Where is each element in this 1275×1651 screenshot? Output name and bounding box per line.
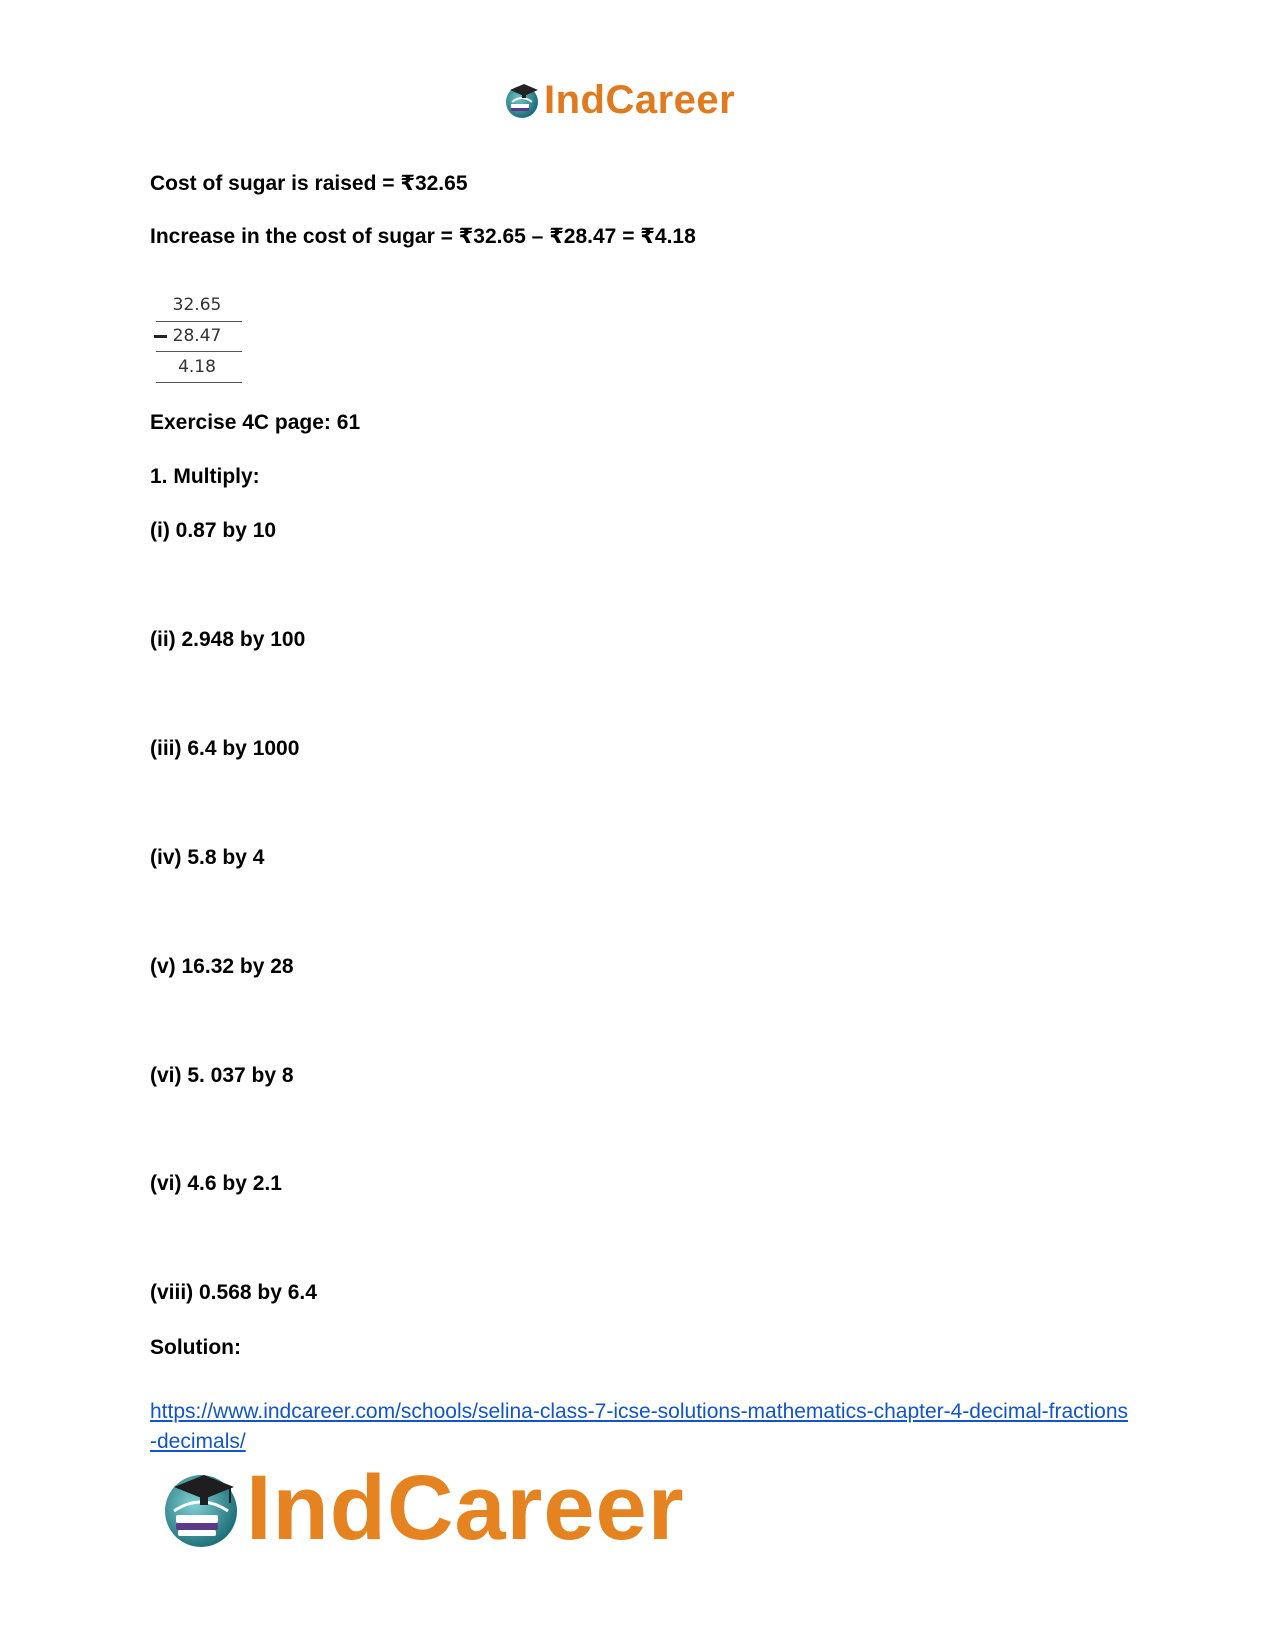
minus-sign-icon <box>154 335 167 338</box>
question-item: (i) 0.87 by 10 <box>150 519 277 542</box>
cost-increase-line: Increase in the cost of sugar = ₹32.65 – ₹28.47 = ₹4.18 <box>150 225 696 248</box>
calc-subtrahend-row <box>152 321 242 352</box>
question-title: 1. Multiply: <box>150 465 260 488</box>
question-item: (ii) 2.948 by 100 <box>150 628 306 651</box>
exercise-title: Exercise 4C page: 61 <box>150 411 361 434</box>
question-item: (v) 16.32 by 28 <box>150 955 294 978</box>
solution-link[interactable]: https://www.indcareer.com/schools/selina-class-7-icse-solutions-mathematics-chapter-4-decimal-fractions-decimals/ <box>150 1400 1129 1453</box>
calc-subtrahend: 28.47 <box>172 326 222 346</box>
question-item: (viii) 0.568 by 6.4 <box>150 1281 317 1304</box>
calc-difference: 4.18 <box>178 357 216 377</box>
question-item: (vi) 5. 037 by 8 <box>150 1064 294 1087</box>
calc-minuend: 32.65 <box>172 295 222 315</box>
solution-label: Solution: <box>150 1336 241 1359</box>
globe-books-icon <box>160 1467 242 1549</box>
question-item: (iv) 5.8 by 4 <box>150 846 265 869</box>
globe-graduation-cap-icon <box>502 80 542 120</box>
header-brand-text: IndCareer <box>544 78 736 122</box>
subtraction-figure <box>152 290 242 383</box>
question-item: (vi) 4.6 by 2.1 <box>150 1172 282 1195</box>
question-item: (iii) 6.4 by 1000 <box>150 737 300 760</box>
cost-raised-line: Cost of sugar is raised = ₹32.65 <box>150 172 468 195</box>
footer-logo <box>160 1457 685 1559</box>
header-logo <box>502 80 735 120</box>
calc-rule-bottom <box>156 382 242 383</box>
footer-brand-text: IndCareer <box>246 1457 685 1559</box>
